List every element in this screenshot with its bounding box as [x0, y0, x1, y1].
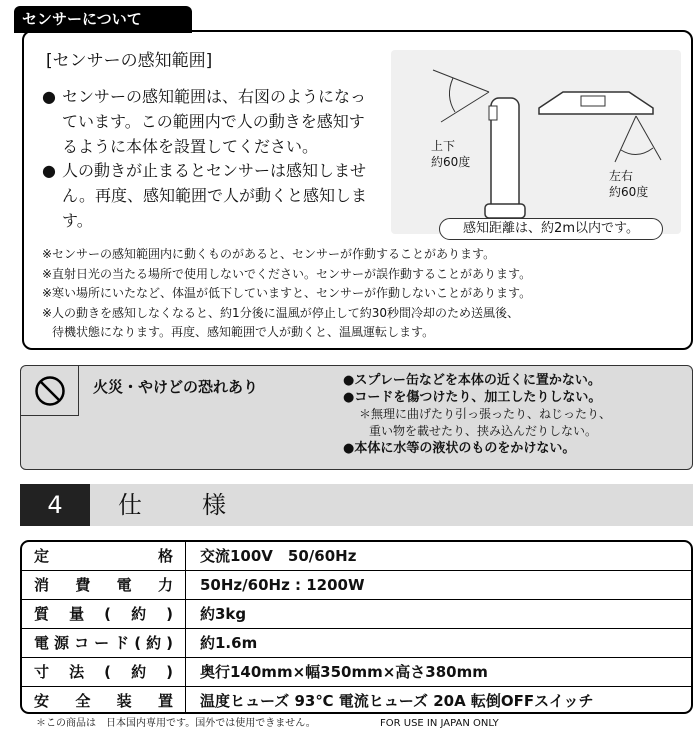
- spec-key: 安全装置: [22, 687, 186, 714]
- sensor-window: [489, 106, 497, 120]
- note-line: 待機状態になります。再度、感知範囲で人が動くと、温風運転します。: [52, 325, 435, 339]
- spec-key: 消費電力: [22, 571, 186, 599]
- warning-list: [343, 372, 688, 457]
- spec-key: 定格: [22, 542, 186, 570]
- footnote-japanese: ＊この商品は 日本国内専用です。国外では使用できません。: [36, 718, 316, 729]
- section-tab-sensor: センサーについて: [14, 6, 192, 33]
- note-line: ※センサーの感知範囲内に動くものがあると、センサーが作動することがあります。: [42, 247, 496, 261]
- horizontal-label-line2: 約60度: [609, 185, 649, 199]
- prohibition-icon: [34, 375, 66, 407]
- table-row: [22, 542, 691, 571]
- spec-value: 約1.6m: [200, 634, 258, 652]
- footnote-english: FOR USE IN JAPAN ONLY: [380, 718, 499, 729]
- warning-subitem: 重い物を載せたり、挟み込んだりしない。: [369, 424, 598, 438]
- detection-distance-note: 感知距離は、約2m以内です。: [439, 218, 663, 240]
- horizontal-angle-arc: [621, 148, 653, 155]
- table-row: [22, 571, 691, 600]
- control-panel: [581, 96, 605, 106]
- vertical-angle-label: [431, 138, 470, 170]
- horizontal-range-line-right: [636, 116, 661, 160]
- horizontal-angle-label: [609, 168, 648, 200]
- spec-key: 寸法(約): [22, 658, 186, 686]
- sensor-bullet: [42, 158, 372, 233]
- table-row: [22, 629, 691, 658]
- horizontal-label-line1: 左右: [609, 169, 634, 183]
- sensor-notes: [42, 245, 682, 343]
- sensor-bullet-text: 人の動きが止まるとセンサーは感知しません。再度、感知範囲で人が動くと感知します。: [62, 161, 367, 230]
- warning-item: ●コードを傷つけたり、加工したりしない。: [343, 390, 602, 405]
- section-number: 4: [20, 484, 90, 526]
- section-title: 仕様: [118, 491, 286, 519]
- vertical-label-line1: 上下: [431, 139, 456, 153]
- spec-value: 約3kg: [200, 605, 247, 623]
- spec-key: 電源コード(約): [22, 629, 186, 657]
- note-line: ※直射日光の当たる場所で使用しないでください。センサーが誤作動することがあります。: [42, 266, 532, 281]
- table-row: [22, 687, 691, 714]
- spec-key: 質量(約): [22, 600, 186, 628]
- table-row: [22, 658, 691, 687]
- note-line: ※人の動きを感知しなくなると、約1分後に温風が停止して約30秒間冷却のため送風後、: [42, 305, 519, 320]
- vertical-range-line-bottom: [441, 92, 489, 122]
- bullet-mark: ●: [42, 87, 56, 106]
- warning-box: [20, 365, 693, 470]
- table-row: [22, 600, 691, 629]
- sensor-bullet: [42, 84, 372, 159]
- spec-value: 奥行140mm×幅350mm×高さ380mm: [200, 663, 488, 681]
- bullet-mark: ●: [42, 161, 56, 180]
- vertical-angle-arc: [449, 78, 455, 112]
- warning-item: ●スプレー缶などを本体の近くに置かない。: [343, 373, 601, 388]
- warning-title: 火災・やけどの恐れあり: [93, 378, 259, 396]
- sensor-bullet-text: センサーの感知範囲は、右図のようになっています。この範囲内で人の動きを感知するように本体を設置してください。: [62, 87, 367, 156]
- vertical-label-line2: 約60度: [431, 155, 471, 169]
- spec-value: 50Hz/60Hz : 1200W: [200, 576, 365, 594]
- horizontal-range-line-left: [615, 116, 636, 162]
- spec-value: 温度ヒューズ 93℃ 電流ヒューズ 20A 転倒OFFスイッチ: [200, 692, 594, 710]
- sensor-range-diagram: [391, 50, 681, 234]
- spec-table: [20, 540, 693, 714]
- spec-section-header: [20, 484, 693, 526]
- warning-item: ●本体に水等の液状のものをかけない。: [343, 441, 576, 456]
- warning-icon-cell: [21, 366, 79, 416]
- spec-value: 交流100V 50/60Hz: [200, 547, 357, 565]
- sensor-info-box: [22, 30, 693, 350]
- vertical-range-line-top: [433, 70, 489, 92]
- note-line: ※寒い場所にいたなど、体温が低下していますと、センサーが作動しないことがあります。: [42, 286, 532, 300]
- heater-base: [485, 204, 525, 218]
- warning-subitem: ＊無理に曲げたり引っ張ったり、ねじったり、: [359, 407, 612, 421]
- sensor-subtitle: [センサーの感知範囲]: [46, 51, 213, 71]
